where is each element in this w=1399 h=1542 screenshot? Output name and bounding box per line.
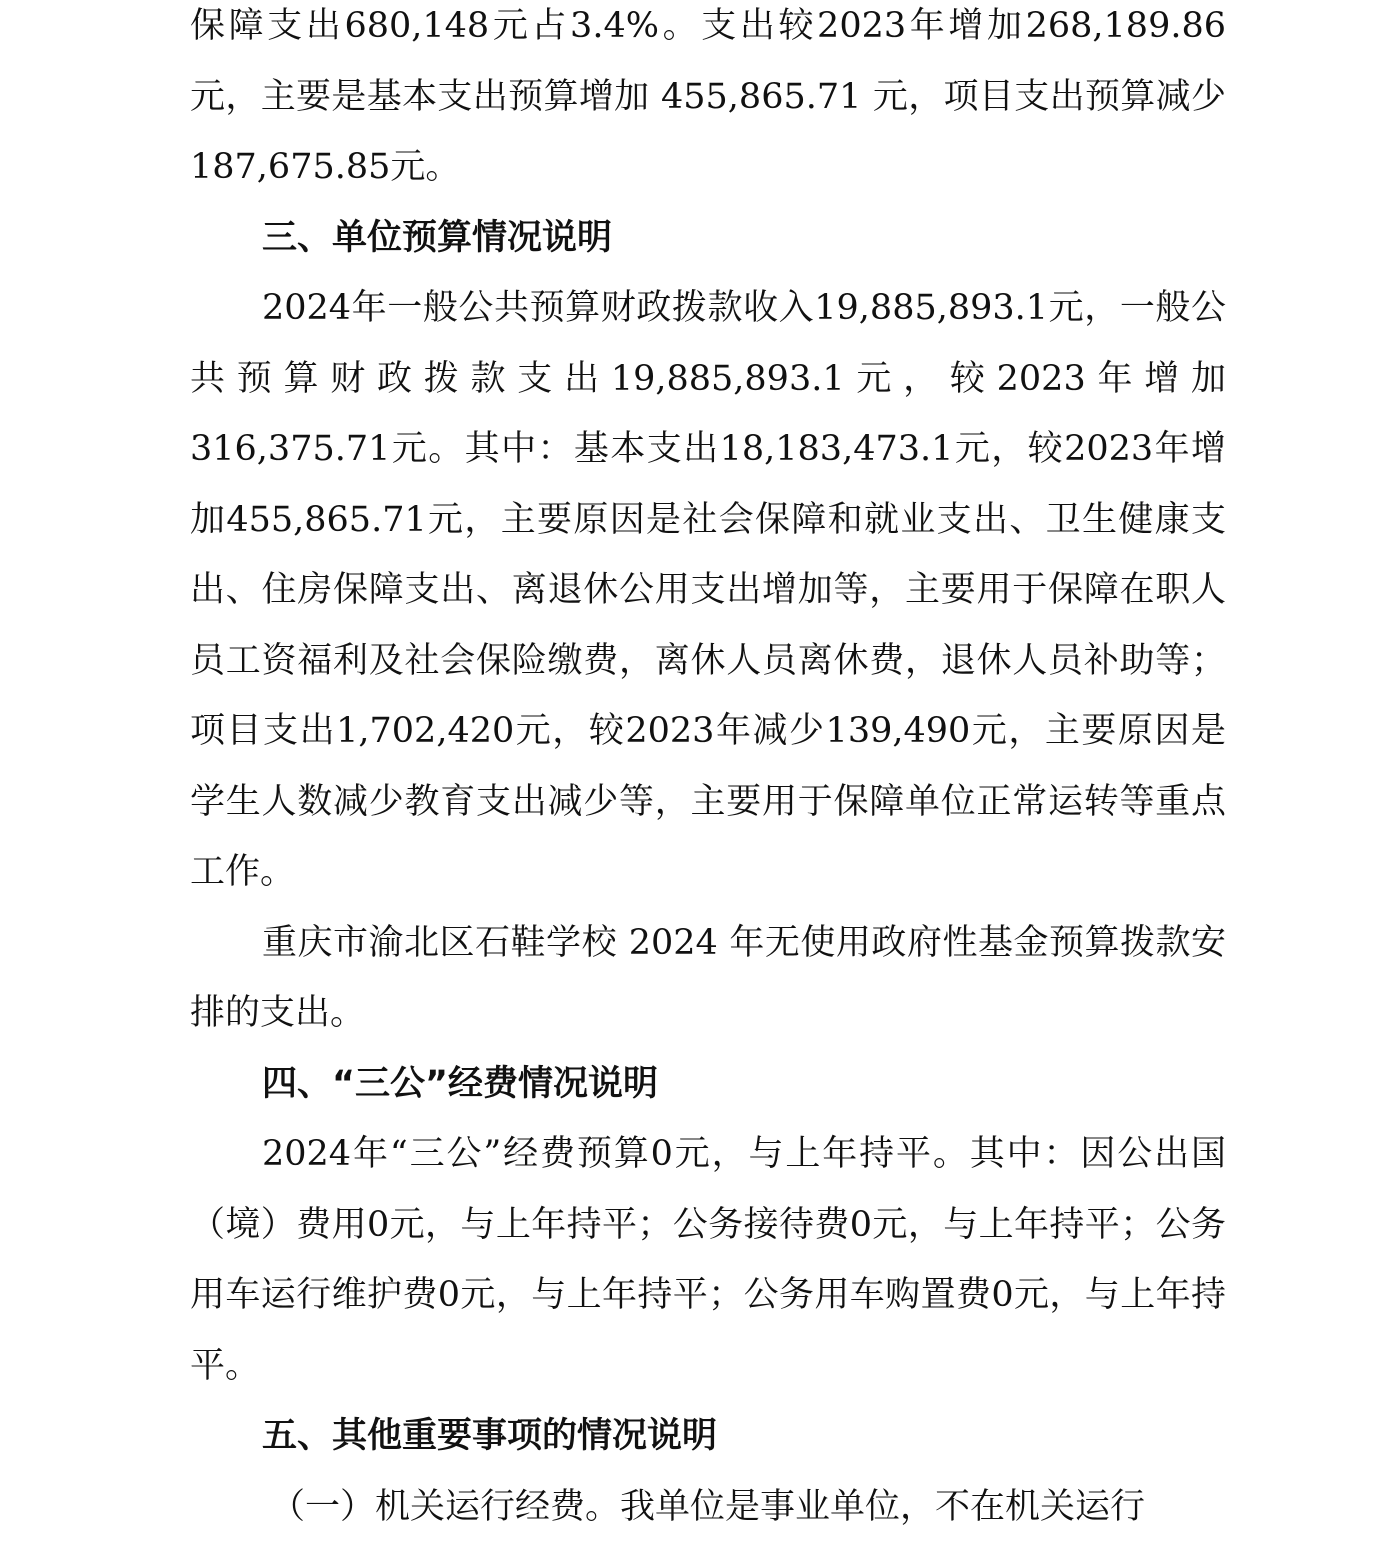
paragraph-general-budget: 2024年一般公共预算财政拨款收入19,885,893.1元，一般公共预算财政拨款支出19,885,893.1元，较2023年增加316,375.71元。其中：基本支出18,183,473.1元，较2023年增加455,865.71元，主要原因是社会保障和就业支出、卫生健康支出、住房保障支出、离退休公用支出增加等，主要用于保障在职人员工资福利及社会保险缴费，离休人员离休费，退休人员补助等；项目支出1,702,420元，较2023年减少139,490元，主要原因是学生人数减少教育支出减少等，主要用于保障单位正常运转等重点工作。 [190, 273, 1226, 908]
section-heading-other-matters: 五、其他重要事项的情况说明 [190, 1401, 1226, 1472]
section-heading-three-public: 四、“三公”经费情况说明 [190, 1049, 1226, 1120]
section-heading-unit-budget: 三、单位预算情况说明 [190, 203, 1226, 274]
document-page [190, 0, 1226, 1542]
paragraph-government-fund: 重庆市渝北区石鞋学校 2024 年无使用政府性基金预算拨款安排的支出。 [190, 908, 1226, 1049]
paragraph-three-public-budget: 2024年“三公”经费预算0元，与上年持平。其中：因公出国（境）费用0元，与上年持平；公务接待费0元，与上年持平；公务用车运行维护费0元，与上年持平；公务用车购置费0元，与上年持平。 [190, 1119, 1226, 1401]
paragraph-expenditure-summary: 保障支出680,148元占3.4%。支出较2023年增加268,189.86元，主要是基本支出预算增加 455,865.71 元，项目支出预算减少187,675.85元。 [190, 0, 1226, 203]
paragraph-operating-expenses: （一）机关运行经费。我单位是事业单位，不在机关运行 [190, 1472, 1226, 1542]
